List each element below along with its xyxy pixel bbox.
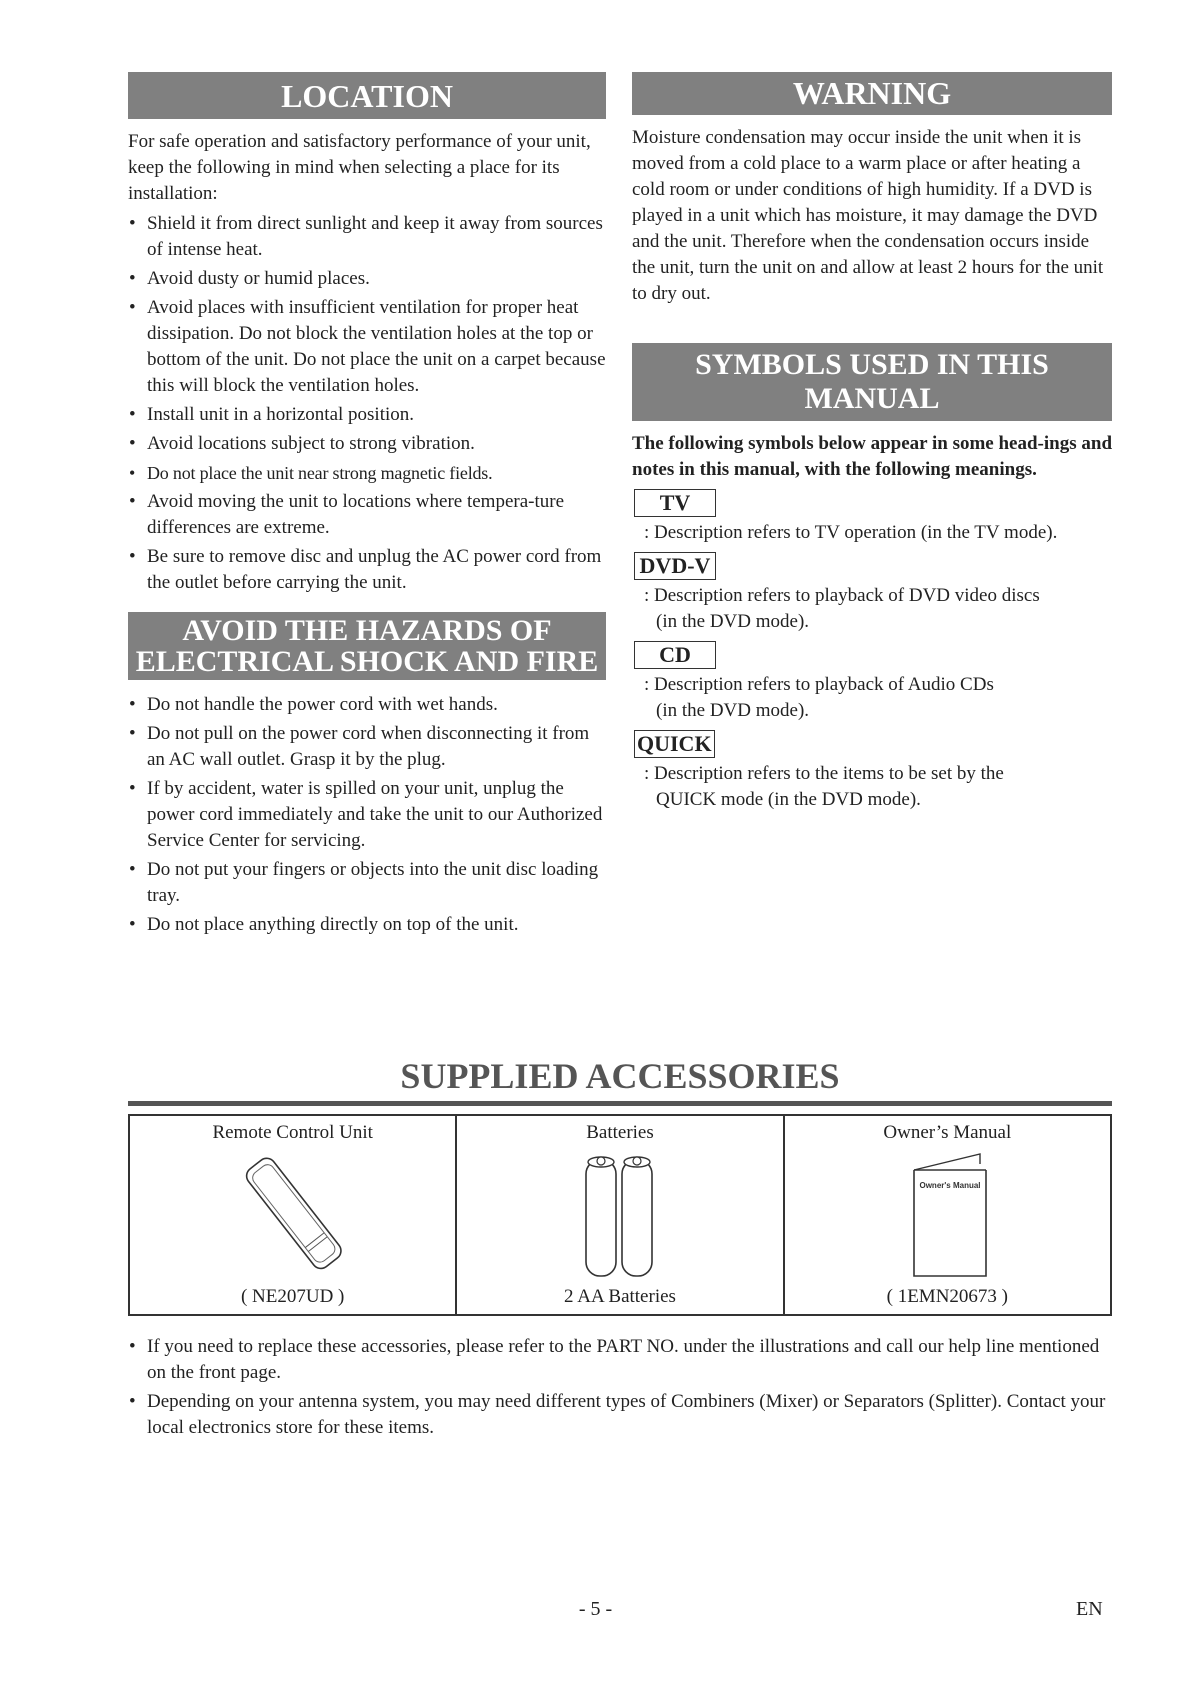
accessory-remote bbox=[129, 1115, 456, 1315]
quick-symbol: QUICK bbox=[634, 730, 715, 758]
hazards-heading bbox=[128, 612, 606, 680]
list-item: • If you need to replace these accessories, please refer to the PART NO. under the illustrations and call our help line mentioned on the front page. bbox=[128, 1334, 1112, 1386]
left-column bbox=[128, 72, 606, 941]
batteries-icon bbox=[580, 1150, 660, 1278]
accessories-heading: SUPPLIED ACCESSORIES bbox=[400, 1056, 840, 1096]
list-item: • Do not pull on the power cord when disconnecting it from an AC wall outlet. Grasp it by the plug. bbox=[128, 721, 606, 773]
list-item: • Do not put your fingers or objects into the unit disc loading tray. bbox=[128, 857, 606, 909]
hazards-heading-line2: ELECTRICAL SHOCK AND FIRE bbox=[135, 645, 599, 678]
list-item: • Shield it from direct sunlight and keep it away from sources of intense heat. bbox=[128, 211, 606, 263]
language-code: EN bbox=[1076, 1598, 1103, 1620]
hazards-list bbox=[128, 692, 606, 938]
page-number: - 5 - bbox=[578, 1598, 613, 1620]
list-item: • Avoid moving the unit to locations where tempera-ture differences are extreme. bbox=[128, 489, 606, 541]
accessories-table bbox=[128, 1114, 1112, 1316]
accessory-part-number: ( 1EMN20673 ) bbox=[886, 1286, 1009, 1307]
accessory-part-number: 2 AA Batteries bbox=[564, 1286, 676, 1307]
cd-symbol: CD bbox=[634, 641, 716, 669]
accessory-part-number: ( NE207UD ) bbox=[240, 1286, 345, 1307]
accessory-name: Batteries bbox=[586, 1122, 654, 1143]
symbol-desc bbox=[632, 583, 1112, 635]
symbol-desc-line1: : Description refers to playback of Audio CDs bbox=[644, 674, 994, 695]
right-column bbox=[632, 72, 1112, 819]
list-item: • Avoid locations subject to strong vibration. bbox=[128, 431, 606, 457]
accessory-batteries bbox=[456, 1115, 783, 1315]
symbols-heading: SYMBOLS USED IN THIS MANUAL bbox=[632, 343, 1112, 421]
symbol-desc-line2: (in the DVD mode). bbox=[656, 611, 810, 632]
list-item: • Do not place anything directly on top of the unit. bbox=[128, 912, 606, 938]
list-item: • Do not place the unit near strong magnetic fields. bbox=[128, 460, 606, 486]
location-list bbox=[128, 211, 606, 596]
remote-control-icon bbox=[223, 1150, 363, 1278]
symbol-entry-cd bbox=[632, 641, 1112, 724]
symbol-entry-dvdv bbox=[632, 552, 1112, 635]
symbols-intro: The following symbols below appear in some head-ings and notes in this manual, with the following meanings. bbox=[632, 433, 1113, 480]
symbol-desc-line1: : Description refers to the items to be set by the bbox=[644, 763, 1004, 784]
accessory-name: Owner’s Manual bbox=[883, 1122, 1012, 1143]
symbol-desc: : Description refers to TV operation (in the TV mode). bbox=[644, 522, 1058, 543]
list-item: • Do not handle the power cord with wet hands. bbox=[128, 692, 606, 718]
location-intro: For safe operation and satisfactory performance of your unit, keep the following in mind when selecting a place for its installation: bbox=[128, 131, 591, 204]
symbol-desc-line1: : Description refers to playback of DVD video discs bbox=[644, 585, 1040, 606]
list-item: • Avoid places with insufficient ventilation for proper heat dissipation. Do not block the ventilation holes at the top or bottom of the unit. Do not place the unit on a carpet because this will block the ventilation holes. bbox=[128, 295, 606, 399]
list-item: • Be sure to remove disc and unplug the AC power cord from the outlet before carrying the unit. bbox=[128, 544, 606, 596]
symbol-desc bbox=[632, 672, 1112, 724]
symbol-desc-line2: QUICK mode (in the DVD mode). bbox=[656, 789, 921, 810]
accessory-manual bbox=[784, 1115, 1111, 1315]
accessories-notes bbox=[128, 1334, 1112, 1444]
warning-text: Moisture condensation may occur inside the unit when it is moved from a cold place to a warm place or after heating a cold room or under conditions of high humidity. If a DVD is played in a unit which has moisture, it may damage the DVD and the unit. Therefore when the condensation occurs inside the unit, turn the unit on and allow at least 2 hours for the unit to dry out. bbox=[632, 127, 1104, 304]
list-item: • Install unit in a horizontal position. bbox=[128, 402, 606, 428]
symbol-entry-quick bbox=[632, 730, 1112, 813]
owners-manual-icon bbox=[902, 1150, 992, 1278]
manual-cover-text: Owner's Manual bbox=[919, 1181, 981, 1190]
tv-symbol: TV bbox=[634, 489, 716, 517]
accessory-name: Remote Control Unit bbox=[212, 1122, 373, 1143]
list-item: • Depending on your antenna system, you may need different types of Combiners (Mixer) or Separators (Splitter). Contact your local electronics store for these items. bbox=[128, 1389, 1112, 1441]
symbol-desc bbox=[632, 761, 1112, 813]
warning-heading: WARNING bbox=[632, 72, 1112, 115]
symbol-desc-line2: (in the DVD mode). bbox=[656, 700, 810, 721]
location-heading: LOCATION bbox=[128, 72, 606, 119]
dvd-v-symbol: DVD-V bbox=[634, 552, 716, 580]
list-item: • Avoid dusty or humid places. bbox=[128, 266, 606, 292]
symbol-entry-tv bbox=[632, 489, 1112, 546]
accessories-divider bbox=[128, 1101, 1112, 1106]
list-item: • If by accident, water is spilled on your unit, unplug the power cord immediately and take the unit to our Authorized Service Center for servicing. bbox=[128, 776, 606, 854]
hazards-heading-line1: AVOID THE HAZARDS OF bbox=[182, 614, 552, 647]
